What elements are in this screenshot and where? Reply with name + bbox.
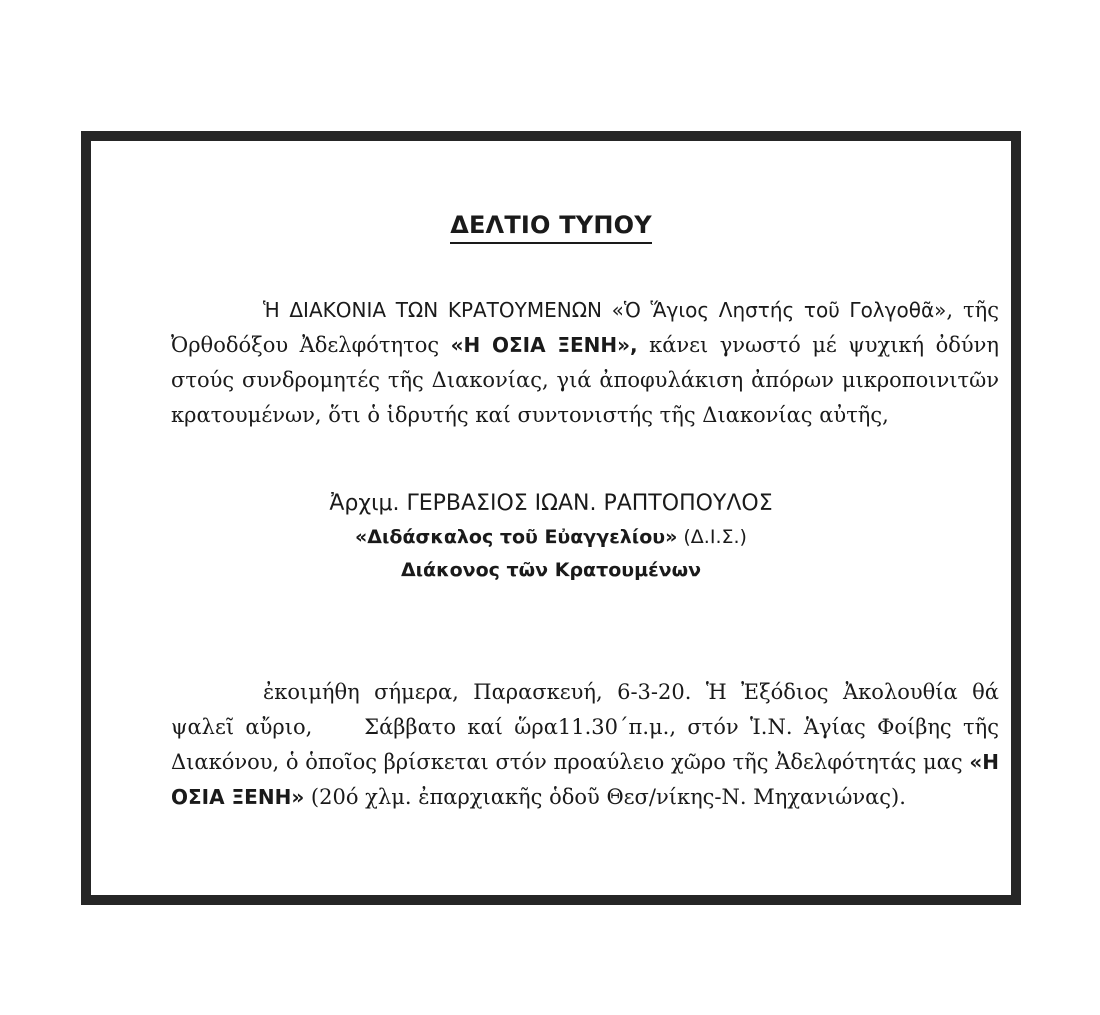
- document-title: [91, 211, 1011, 239]
- signatory-title-abbr: (Δ.Ι.Σ.): [677, 526, 747, 548]
- brotherhood-name: «Η ΟΣΙΑ ΞΕΝΗ»: [171, 750, 999, 809]
- funeral-paragraph: [171, 675, 999, 815]
- paragraph-text: ἐκοιμήθη σήμερα, Παρασκευή, 6-3-20. Ἡ Ἐξόδιος Ἀκολουθία θά ψαλεῖ αὔριο,: [171, 680, 999, 739]
- brotherhood-name: «Η ΟΣΙΑ ΞΕΝΗ»,: [450, 333, 638, 357]
- paragraph-text: , τῆς Ὀρθοδόξου Ἀδελφότητος: [171, 298, 1000, 357]
- signatory-title-text: «Διδάσκαλος τοῦ Εὐαγγελίου»: [355, 526, 678, 548]
- signatory-name: Ἀρχιμ. ΓΕΡΒΑΣΙΟΣ ΙΩΑΝ. ΡΑΠΤΟΠΟΥΛΟΣ: [329, 491, 773, 516]
- press-release-frame: [81, 131, 1021, 905]
- announcement-paragraph: [171, 293, 999, 433]
- ministry-name: Ἡ ΔΙΑΚΟΝΙΑ ΤΩΝ ΚΡΑΤΟΥΜΕΝΩΝ «Ὁ Ἅγιος Ληστής τοῦ Γολγοθᾶ»: [263, 298, 947, 322]
- signatory-title: [91, 526, 1011, 548]
- document-title-text: ΔΕΛΤΙΟ ΤΥΠΟΥ: [450, 211, 652, 244]
- signatory-role: Διάκονος τῶν Κρατουμένων: [400, 559, 702, 581]
- paragraph-text: Σάββατο καί ὥρα11.30΄π.μ., στόν Ἱ.Ν. Ἁγίας Φοίβης τῆς Διακόνου, ὁ ὁποῖος βρίσκεται στόν προαύλειο χῶρο τῆς Ἀδελφότητάς μας: [171, 715, 999, 774]
- paragraph-text: (20ό χλμ. ἐπαρχιακῆς ὁδοῦ Θεσ/νίκης-Ν. Μηχανιώνας).: [304, 785, 906, 809]
- paragraph-text: κάνει γνωστό μέ ψυχική ὀδύνη στούς συνδρομητές τῆς Διακονίας, γιά ἀποφυλάκιση ἀπόρων μικροποινιτῶν κρατουμένων, ὅτι ὁ ἱδρυτής καί συντονιστής τῆς Διακονίας αὐτῆς,: [171, 333, 999, 427]
